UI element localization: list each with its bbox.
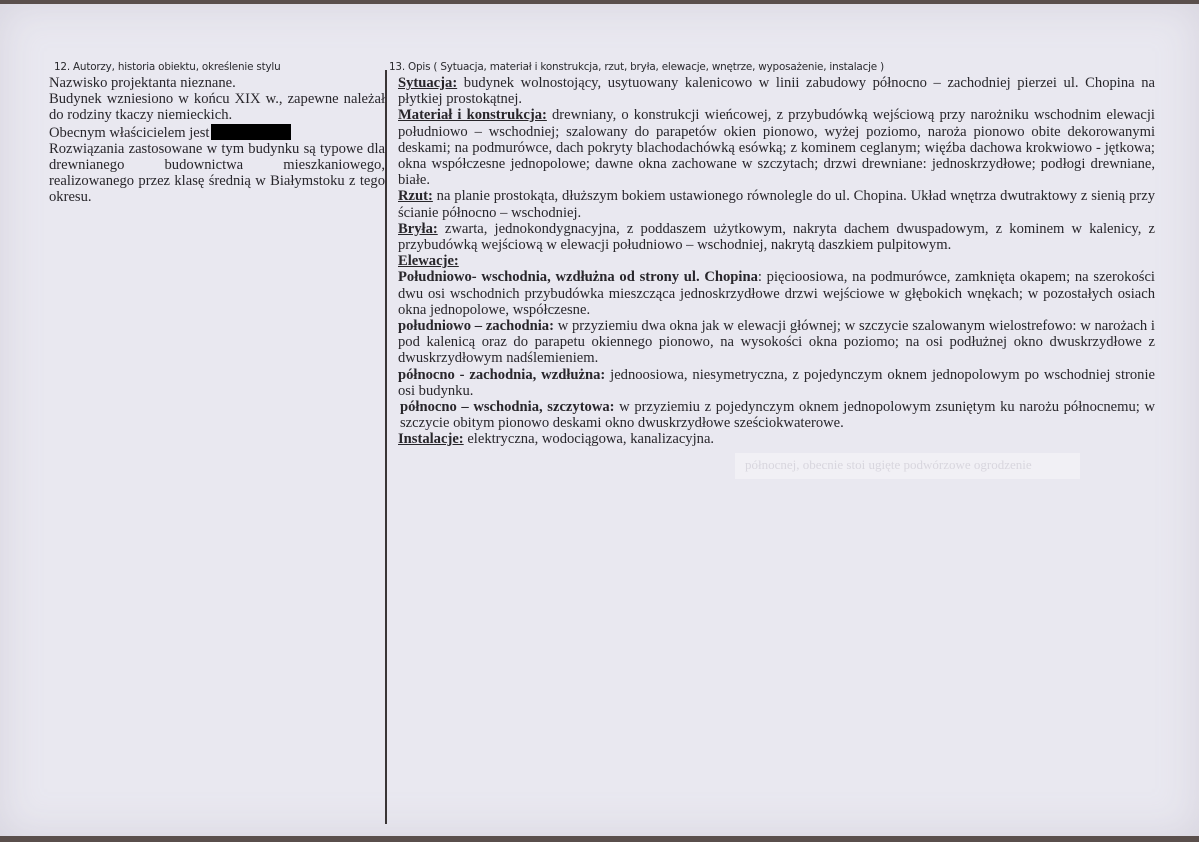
- sytuacja-text: budynek wolnostojący, usytuowany kalenicowo w linii zabudowy północno – zachodniej pierzei ul. Chopina na płytkiej prostokątnej.: [398, 75, 1155, 108]
- elewacja-text: w przyziemiu dwa okna jak w elewacji głównej; w szczycie szalowanym wielostrefowo: w narożach i pod kalenicą oraz do parapetu okiennego pionowo, na wysokości okna poziomo; na osi podłużnej okno dwuskrzydłowe z dwuskrzydłowym nadślemieniem.: [398, 318, 1155, 367]
- elewacja-label: północno – wschodnia, szczytowa:: [400, 399, 615, 416]
- elewacja-text: w przyziemiu z pojedynczym oknem jednopolowym zsuniętym ku narożu północnemu; w szczycie obitym pionowo deskami okno dwuskrzydłowe sześciokwaterowe.: [400, 399, 1155, 432]
- owner-redaction-bar: [211, 124, 291, 140]
- architect-text: Nazwisko projektanta nieznane.: [49, 75, 236, 91]
- elewacja-text: jednoosiowa, niesymetryczna, z pojedynczym oknem jednopolowym po wschodniej stronie osi budynku.: [398, 366, 1156, 399]
- column-divider: [385, 70, 387, 824]
- elewacja-item: [398, 367, 1155, 399]
- history-text: Budynek wzniesiono w końcu XIX w., zapewne należał do rodziny tkaczy niemieckich.: [49, 91, 385, 124]
- section-12-heading: 12. Autorzy, historia obiektu, określenie stylu: [54, 61, 281, 73]
- elewacja-text: : pięcioosiowa, na podmurówce, zamknięta okapem; na szerokości dwu osi wschodnich przybudówka mieszcząca jednoskrzydłowe drzwi wejściowe w głębokich wnękach; w pozostałych osiach okna jednopolowe, współczesne.: [398, 269, 1155, 318]
- bryla-label: Bryła:: [398, 220, 438, 237]
- sytuacja-label: Sytuacja:: [398, 75, 458, 91]
- description-column: [398, 75, 1155, 448]
- owner-line: [49, 124, 385, 141]
- elewacja-item: [398, 318, 1155, 367]
- instalacje-text: elektryczna, wodociągowa, kanalizacyjna.: [463, 431, 715, 448]
- material-label: Materiał i konstrukcja:: [398, 107, 547, 124]
- rzut-label: Rzut:: [398, 188, 433, 205]
- sytuacja-paragraph: [398, 75, 1155, 107]
- elewacja-label: południowo – zachodnia:: [398, 318, 554, 335]
- elewacje-heading: [398, 253, 1155, 269]
- elewacja-item: [398, 269, 1155, 318]
- instalacje-paragraph: [398, 431, 1155, 447]
- elewacja-label: Południowo- wschodnia, wzdłużna od strony ul. Chopina: [398, 269, 758, 286]
- material-paragraph: [398, 107, 1155, 188]
- rzut-text: na planie prostokąta, dłuższym bokiem ustawionego równolegle do ul. Chopina. Układ wnętrza dwutraktowy z sienią przy ścianie północno – wschodniej.: [398, 188, 1155, 221]
- bryla-text: zwarta, jednokondygnacyjna, z poddaszem użytkowym, nakryta dachem dwuspadowym, z kominem w kalenicy, z przybudówką wejściową w elewacji południowo – wschodniej, nakrytą daszkiem pulpitowym.: [398, 220, 1155, 254]
- elewacja-label: północno - zachodnia, wzdłużna:: [398, 366, 606, 383]
- elewacje-label: Elewacje:: [398, 253, 459, 270]
- history-column: [49, 75, 385, 206]
- instalacje-label: Instalacje:: [398, 431, 464, 448]
- bryla-paragraph: [398, 221, 1155, 253]
- obscured-text: północnej, obecnie stoi ugięte podwórzowe ogrodzenie: [745, 457, 1032, 472]
- material-text: drewniany, o konstrukcji wieńcowej, z przybudówką wejściową przy narożniku wschodnim elewacji południowo – wschodniej; szalowany do parapetów okien pionowo, wyżej poziomo, naroża pionowo obite dekorowanymi deskami; na podmurówce, dach pokryty blachodachówką esówką; z kominem ceglanym; więźba dachowa krokwiowo - jętkowa; okna współczesne jednopolowe; dawne okna zachowane w szczytach; drzwi drewniane: jednoskrzydłowe; podłogi drewniane, białe.: [398, 107, 1155, 189]
- style-text: Rozwiązania zastosowane w tym budynku są typowe dla drewnianego budownictwa mieszkaniowego, realizowanego przez klasę średnią w Białymstoku z tego okresu.: [49, 140, 385, 206]
- section-13-heading: 13. Opis ( Sytuacja, materiał i konstrukcja, rzut, bryła, elewacje, wnętrze, wyposażenie, instalacje ): [389, 61, 884, 73]
- rzut-paragraph: [398, 188, 1155, 220]
- scanned-document-page: [0, 4, 1199, 836]
- elewacja-item: [398, 399, 1155, 431]
- owner-prefix: Obecnym właścicielem jest: [49, 124, 210, 141]
